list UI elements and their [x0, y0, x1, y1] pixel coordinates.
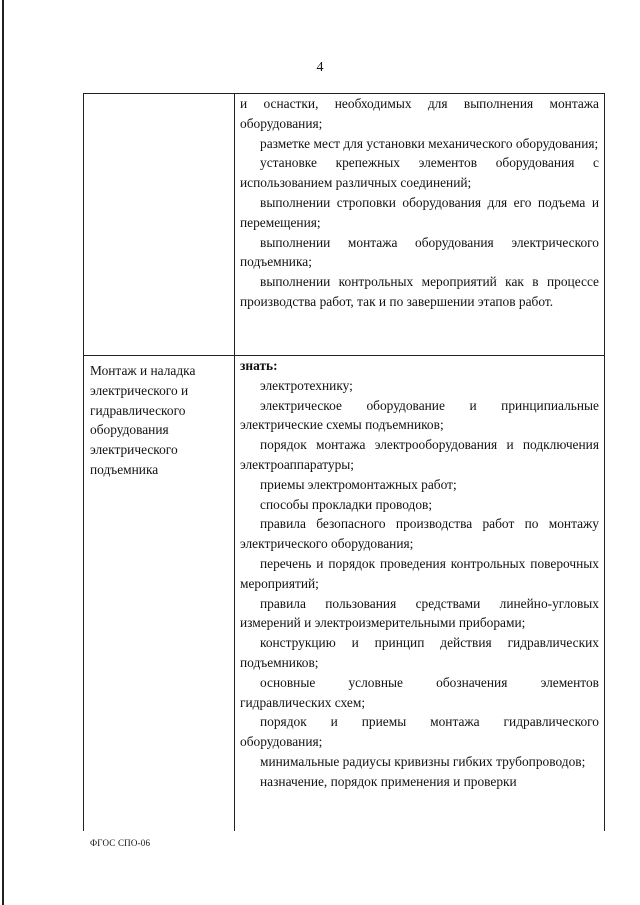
requirement-item: основные условные обозначения элементов гидравлических схем; — [240, 674, 599, 710]
requirement-item: разметке мест для установки механического оборудования; — [260, 135, 599, 151]
subject-title: Монтаж и наладка электрического и гидравлического оборудования электрического подъемника — [90, 363, 196, 477]
requirements-cell — [235, 94, 605, 356]
requirement-item: и оснастки, необходимых для выполнения монтажа оборудования; — [240, 96, 599, 131]
requirement-item: минимальные радиусы кривизны гибких трубопроводов; — [260, 753, 586, 769]
requirement-item: приемы электромонтажных работ; — [260, 476, 457, 492]
subject-cell — [84, 94, 235, 356]
requirement-item: перечень и порядок проведения контрольных поверочных мероприятий; — [240, 555, 599, 591]
requirement-item: порядок и приемы монтажа гидравлического оборудования; — [240, 714, 599, 750]
requirement-item: правила пользования средствами линейно-угловых измерений и электроизмерительными приборами; — [240, 595, 599, 631]
section-heading: знать: — [240, 358, 278, 373]
table-row — [84, 356, 605, 832]
requirement-item: выполнении контрольных мероприятий как в процессе производства работ, так и по завершении этапов работ. — [240, 274, 599, 309]
requirement-item: правила безопасного производства работ по монтажу электрического оборудования; — [240, 516, 599, 552]
table-row — [84, 94, 605, 356]
document-footer: ФГОС СПО-06 — [90, 838, 151, 848]
page-number: 4 — [316, 60, 324, 75]
page-edge-line — [2, 0, 4, 905]
requirements-cell — [235, 356, 605, 832]
requirement-item: электрическое оборудование и принципиальные электрические схемы подъемников; — [240, 397, 599, 433]
subject-cell — [84, 356, 235, 832]
requirement-item: назначение, порядок применения и проверки — [260, 773, 517, 789]
requirement-item: выполнении строповки оборудования для его подъема и перемещения; — [240, 194, 599, 230]
requirement-item: порядок монтажа электрооборудования и подключения электроаппаратуры; — [240, 437, 599, 472]
requirement-item: установке крепежных элементов оборудования с использованием различных соединений; — [240, 155, 599, 191]
requirement-item: выполнении монтажа оборудования электрического подъемника; — [240, 234, 599, 270]
requirement-item: конструкцию и принцип действия гидравлических подъемников; — [240, 635, 599, 670]
requirement-item: электротехнику; — [260, 377, 353, 393]
requirement-item: способы прокладки проводов; — [260, 496, 433, 512]
competency-table — [83, 93, 605, 831]
